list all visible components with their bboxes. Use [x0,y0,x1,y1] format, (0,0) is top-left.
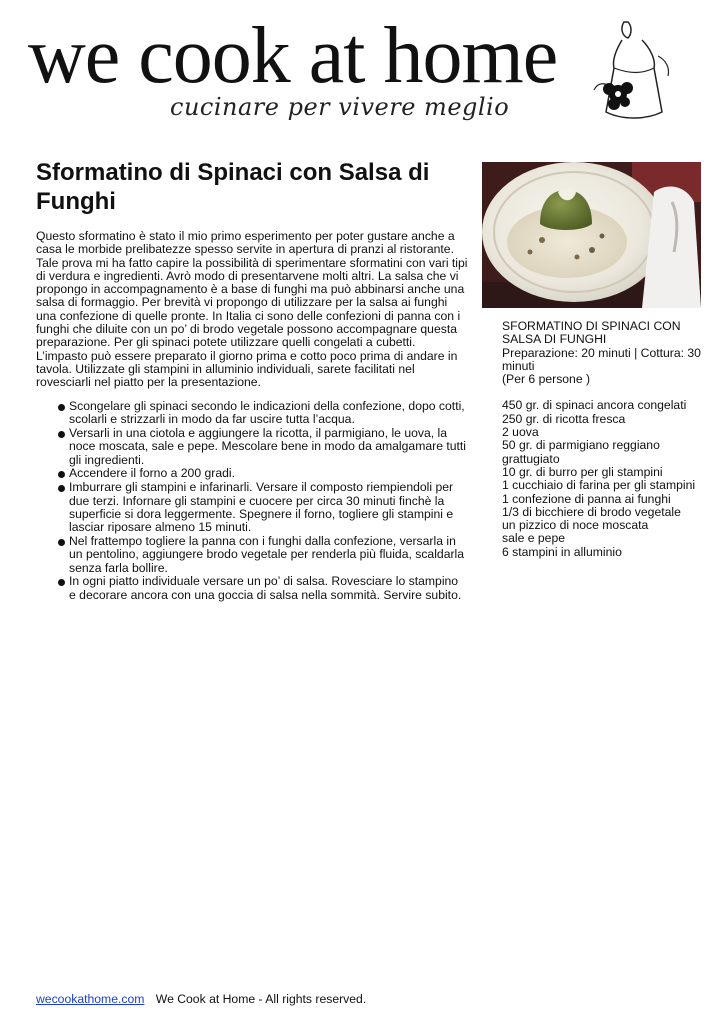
site-link[interactable]: wecookathome.com [36,992,145,1006]
recipe-servings: (Per 6 persone ) [502,372,591,387]
ingredient-item: 6 stampini in alluminio [502,544,622,559]
copyright-text: We Cook at Home - All rights reserved. [155,992,367,1006]
recipe-steps [58,400,468,602]
logo-title: we cook at home [28,12,558,100]
ingredient-item: 2 uova [502,425,539,440]
step-item: Imburrare gli stampini e infarinarli. Versare il composto riempiendoli per due terzi. Infornare gli stampini e cuocere per circa 30 minuti finchè la superficie si dora leggermente. Spegnere il forno, togliere gli stampini e lasciar riposare almeno 15 minuti. [58,481,468,534]
step-item: In ogni piatto individuale versare un po’ di salsa. Rovesciare lo stampino e decorare ancora con una goccia di salsa nella sommità. Servire subito. [58,575,468,602]
ingredient-item: 1 confezione di panna ai funghi [502,491,671,506]
step-item: Accendere il forno a 200 gradi. [58,467,468,480]
step-item: Versarli in una ciotola e aggiungere la ricotta, il parmigiano, le uova, la noce moscata, sale e pepe. Mescolare bene in modo da amalgamare tutti gli ingredienti. [58,427,468,467]
apron-mascot-icon [572,16,682,126]
ingredient-item: un pizzico di noce moscata [502,518,649,533]
site-logo [28,14,668,134]
recipe-photo [482,162,701,308]
ingredient-item: 250 gr. di ricotta fresca [502,411,626,426]
sidebar-heading: SFORMATINO DI SPINACI CON SALSA DI FUNGHI [502,319,681,347]
ingredient-item: 50 gr. di parmigiano reggiano grattugiato [502,438,660,466]
step-item: Nel frattempo togliere la panna con i funghi dalla confezione, versarla in un pentolino, aggiungere brodo vegetale per renderla più fluida, scaldarla senza farla bollire. [58,535,468,575]
recipe-sidebar [502,320,707,559]
ingredient-item: 450 gr. di spinaci ancora congelati [502,398,687,413]
recipe-times: Preparazione: 20 minuti | Cottura: 30 minuti [502,345,701,373]
recipe-title: Sformatino di Spinaci con Salsa di Funghi [36,159,430,215]
logo-subtitle: cucinare per vivere meglio [170,93,510,121]
recipe-intro: Questo sformatino è stato il mio primo esperimento per poter gustare anche a casa le morbide prelibatezze spesso servite in apertura di pranzi al ristorante. Tale prova mi ha fatto capire la possibilità di sperimentare sformatini con vari tipi di verdura e ingredienti. Avrò modo di presentarvene molti altri. La salsa che vi propongo in accompagnamento è a base di funghi ma può abbinarsi anche una salsa di formaggio. Per brevità vi propongo di utilizzare per la salsa ai funghi una confezione di quelle pronte. In Italia ci sono delle confezioni di panna con i funghi che diluite con un po’ di brodo vegetale possono accompagnare questa preparazione. Per gli spinaci potete utilizzare quelli congelati a cubetti. L’impasto può essere preparato il giorno prima e cotto poco prima di andare in tavola. Utilizzate gli stampini in alluminio individuali, sarete facilitati nel rovesciarli nel piatto per la presentazione. [36,229,468,390]
page-footer [36,992,366,1006]
ingredient-item: 1 cucchiaio di farina per gli stampini [502,478,696,493]
ingredient-item: 10 gr. di burro per gli stampini [502,464,663,479]
ingredient-item: sale e pepe [502,531,566,546]
step-item: Scongelare gli spinaci secondo le indicazioni della confezione, dopo cotti, scolarli e strizzarli in modo da far uscire tutta l’acqua. [58,400,468,427]
ingredient-item: 1/3 di bicchiere di brodo vegetale [502,504,681,519]
